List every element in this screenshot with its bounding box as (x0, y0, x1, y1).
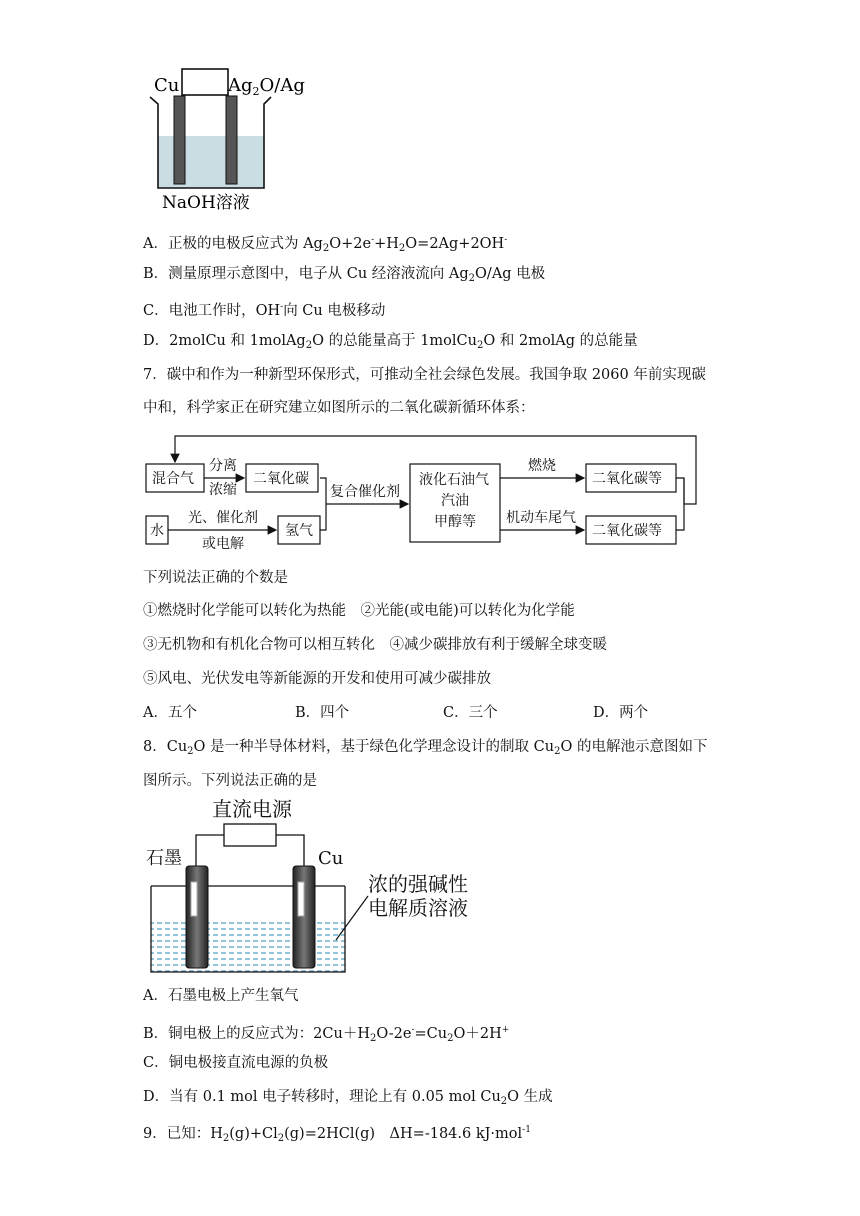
q6-option-c: C．电池工作时，OH-向 Cu 电极移动 (143, 302, 386, 319)
label-composite-catalyst: 复合催化剂 (330, 484, 400, 500)
q7-option-d: D．两个 (593, 705, 649, 721)
electrolyte (151, 922, 345, 972)
label-products-2: 汽油 (441, 493, 469, 509)
ag2o-ag-label: $Ag_2O/Ag$ (228, 75, 305, 98)
electrolysis-cell-figure (140, 794, 490, 978)
q8-option-c: C．铜电极接直流电源的负极 (143, 1055, 329, 1071)
label-separate: 分离 (209, 458, 237, 474)
ag2o-electrode (226, 96, 237, 184)
label-hydrogen: 氢气 (285, 523, 313, 539)
label-burning: 燃烧 (528, 458, 556, 474)
naoh-label: NaOH溶液 (162, 193, 250, 213)
q7-statement-3-4: ③无机物和有机化合物可以相互转化 ④减少碳排放有利于缓解全球变暖 (143, 637, 607, 653)
label-products-3: 甲醇等 (434, 514, 476, 530)
cu-electrode-label: Cu (318, 848, 344, 869)
label-concentrate: 浓缩 (209, 482, 237, 498)
q7-options (143, 703, 703, 723)
q8-stem-line1: 8．$Cu_2O$ 是一种半导体材料，基于绿色化学理念设计的制取 $Cu_2O$ 的电解池示意图如下 (143, 739, 708, 757)
electrolyte-label-1: 浓的强碱性 (368, 872, 468, 896)
label-products-1: 液化石油气 (419, 472, 489, 488)
q6-option-d: D．2molCu 和 1molAg$_2$O 的总能量高于 1molCu$_2$O 和 2molAg 的总能量 (143, 333, 638, 351)
q7-option-a: A．五个 (143, 705, 197, 721)
q7-question: 下列说法正确的个数是 (143, 570, 288, 586)
label-exhaust: 机动车尾气 (506, 510, 576, 526)
power-supply-label: 直流电源 (212, 797, 292, 821)
label-co2-etc-2: 二氧化碳等 (592, 523, 662, 539)
wire (182, 69, 228, 95)
q8-stem-line2: 图所示。下列说法正确的是 (143, 773, 317, 789)
graphite-label: 石墨 (146, 848, 182, 869)
q6-option-b: B．测量原理示意图中，电子从 Cu 经溶液流向 $Ag_2O/Ag$ 电极 (143, 266, 546, 284)
q7-stem-line2: 中和，科学家正在研究建立如图所示的二氧化碳新循环体系： (143, 400, 535, 416)
q7-option-b: B．四个 (295, 705, 350, 721)
label-mixed-gas: 混合气 (152, 471, 194, 487)
q7-statement-5: ⑤风电、光伏发电等新能源的开发和使用可减少碳排放 (143, 671, 491, 687)
cu-label: Cu (154, 75, 180, 96)
label-co2: 二氧化碳 (253, 471, 309, 487)
label-water: 水 (150, 523, 164, 539)
q7-option-c: C．三个 (443, 705, 498, 721)
label-co2-etc-1: 二氧化碳等 (592, 471, 662, 487)
copper-electrode (293, 866, 315, 968)
galvanic-cell-figure (140, 62, 320, 218)
q7-stem-line1: 7．碳中和作为一种新型环保形式，可推动全社会绿色发展。我国争取 2060 年前实现碳 (143, 367, 706, 383)
graphite-electrode (186, 866, 208, 968)
power-supply (224, 824, 276, 846)
q8-option-b: B．铜电极上的反应式为：$2Cu+H_2O-2e^-=Cu_2O+2H^+$ (143, 1025, 510, 1044)
electrolyte-label-2: 电解质溶液 (368, 896, 468, 920)
label-or-electrolysis: 或电解 (202, 536, 244, 552)
q8-option-d: D．当有 0.1 mol 电子转移时，理论上有 0.05 mol $Cu_2O$ 生成 (143, 1089, 553, 1107)
q8-option-a: A．石墨电极上产生氧气 (143, 988, 299, 1004)
cu-electrode (174, 96, 185, 184)
label-light-catalyst: 光、催化剂 (188, 510, 258, 526)
co2-cycle-diagram (140, 430, 700, 558)
q6-option-a: A．正极的电极反应式为 $Ag_2O+2e^-+H_2O=2Ag+2OH^-$ (143, 235, 508, 254)
q9-stem: 9．已知：$H_2(g)+Cl_2(g)=2HCl(g)$ ΔH=-184.6 kJ·mol$^{-1}$ (143, 1125, 531, 1144)
q7-statement-1-2: ①燃烧时化学能可以转化为热能 ②光能(或电能)可以转化为化学能 (143, 603, 575, 619)
